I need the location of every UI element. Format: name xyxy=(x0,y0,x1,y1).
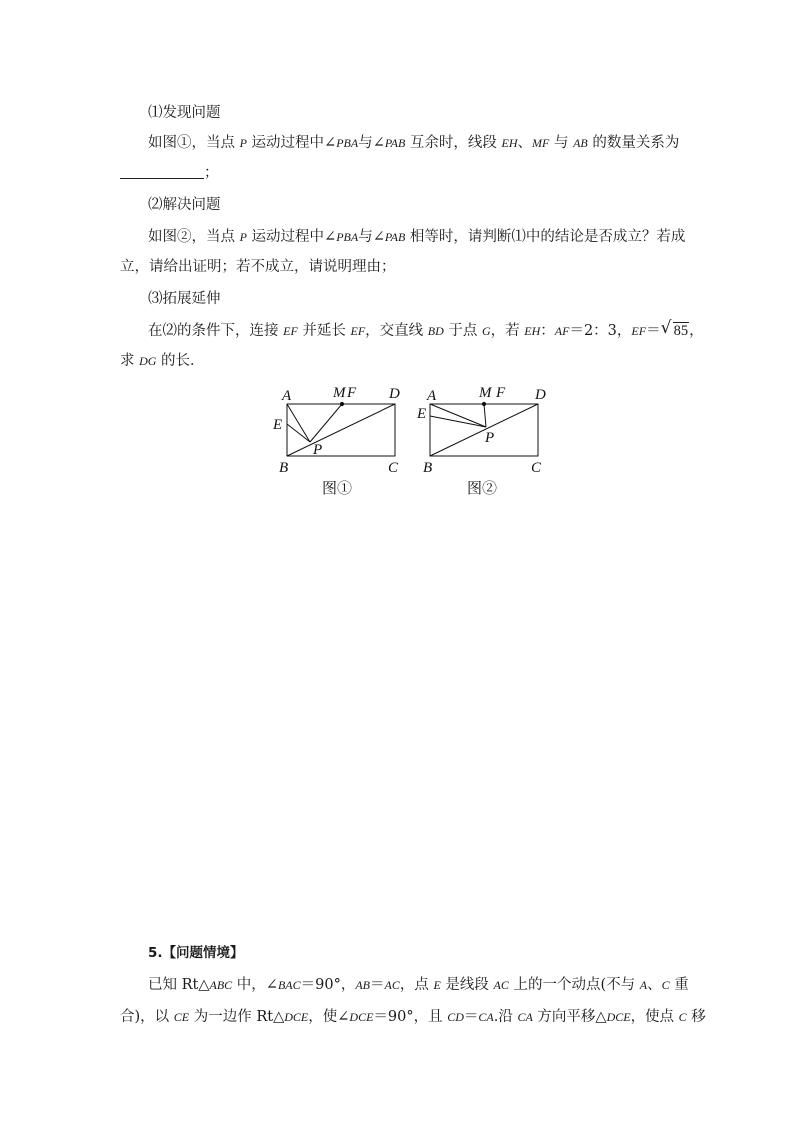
fig1-segment-ep xyxy=(287,424,310,442)
fig1-segment-ap xyxy=(287,404,310,442)
fig2-label-c: C xyxy=(531,460,542,476)
geometry-figures xyxy=(260,380,560,500)
part1-text-line1: 如图①，当点 P 运动过程中∠PBA与∠PAB 互余时，线段 EH、MF 与 AB 的数量关系为 xyxy=(148,135,680,151)
problem5-line1: 已知 Rt△ABC 中，∠BAC＝90°，AB＝AC，点 E 是线段 AC 上的一个动点(不与 A、C 重 xyxy=(148,977,689,993)
fig1-caption: 图① xyxy=(322,481,353,497)
fig2-segment-pf xyxy=(484,404,486,427)
part2-text-line1: 如图②，当点 P 运动过程中∠PBA与∠PAB 相等时，请判断⑴中的结论是否成立？若成 xyxy=(148,229,686,245)
figure-2 xyxy=(430,402,538,456)
problem5-number: 5. xyxy=(148,945,163,961)
part2-heading: ⑵解决问题 xyxy=(148,197,221,213)
part1-heading: ⑴发现问题 xyxy=(148,105,221,121)
part3-text-line1: 在⑵的条件下，连接 EF 并延长 EF，交直线 BD 于点 G，若 EH：AF＝2：3，EF＝ √ 85， xyxy=(148,320,704,342)
fig1-label-b: B xyxy=(279,460,289,476)
fig2-label-p: P xyxy=(485,430,495,446)
problem5-title: 【问题情境】 xyxy=(162,945,244,961)
fig2-label-d: D xyxy=(535,387,546,403)
fig1-label-p: P xyxy=(313,442,323,458)
answer-blank[interactable] xyxy=(120,164,204,179)
fig1-segment-pf xyxy=(310,404,342,442)
fig1-label-m: M xyxy=(333,385,346,401)
part3-heading: ⑶拓展延伸 xyxy=(148,291,221,307)
fig1-label-a: A xyxy=(282,388,292,404)
part3-text-line2: 求 DG 的长． xyxy=(120,353,205,369)
fig2-caption: 图② xyxy=(467,481,498,497)
problem5-line2: 合)，以 CE 为一边作 Rt△DCE，使∠DCE＝90°，且 CD＝CA.沿 CA 方向平移△DCE，使点 C 移 xyxy=(120,1009,706,1025)
sqrt-85: √ 85 xyxy=(660,318,689,339)
fig2-label-a: A xyxy=(427,388,437,404)
part2-text-line2: 立，请给出证明；若不成立，请说明理由； xyxy=(120,259,396,275)
fig1-label-e: E xyxy=(273,417,283,433)
fig1-label-f: F xyxy=(347,385,357,401)
fig2-label-m: M xyxy=(479,385,492,401)
fig1-label-c: C xyxy=(388,460,399,476)
fig2-segment-ap xyxy=(430,404,486,427)
figure-1 xyxy=(287,402,395,456)
problem5-heading xyxy=(148,942,244,964)
fig2-label-e: E xyxy=(417,406,427,422)
fig2-diagonal-bd xyxy=(430,404,538,456)
fig1-point-m xyxy=(340,402,343,405)
part1-answer-line: ； xyxy=(120,162,219,184)
fig2-segment-ep xyxy=(430,416,486,427)
fig2-label-f: F xyxy=(496,385,506,401)
fig1-label-d: D xyxy=(389,386,400,402)
fig2-label-b: B xyxy=(423,460,433,476)
fig2-point-m xyxy=(482,402,485,405)
